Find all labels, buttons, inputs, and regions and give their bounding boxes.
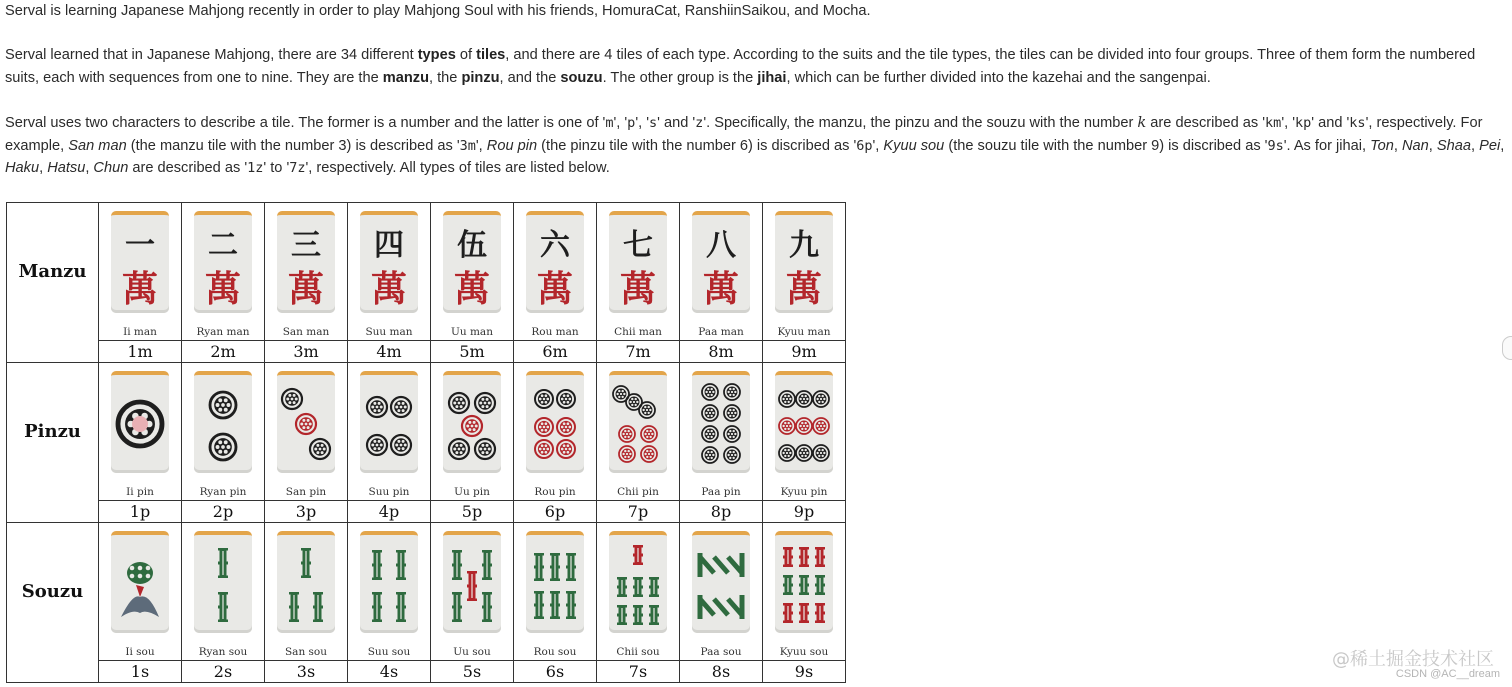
tile-image (526, 371, 584, 473)
tile-name: Suu man (365, 326, 413, 338)
tile-code: 7p (597, 501, 680, 523)
tile-cell (514, 363, 597, 501)
tile-code: 4p (348, 501, 431, 523)
tile-code: 3s (265, 661, 348, 683)
tile-code: 7m (597, 341, 680, 363)
tile-cell (99, 203, 182, 341)
svg-text:七: 七 (623, 228, 653, 263)
tile-name: Paa man (698, 326, 744, 338)
tile-name: Kyuu sou (779, 646, 829, 658)
tile-image (775, 211, 833, 313)
tile-image (194, 211, 252, 313)
watermark: @稀土掘金技术社区 (1332, 649, 1494, 670)
tile-image (692, 531, 750, 633)
tile-name: Chii man (614, 326, 662, 338)
svg-text:九: 九 (789, 228, 819, 263)
tile-cell (431, 203, 514, 341)
tile-image (277, 211, 335, 313)
tile-image (692, 371, 750, 473)
tile-cell (99, 363, 182, 501)
tile-cell (597, 363, 680, 501)
tile-image (609, 371, 667, 473)
tile-cell (597, 203, 680, 341)
tile-code: 9p (763, 501, 846, 523)
notation-paragraph: Serval uses two characters to describe a tile. The former is a number and the latter is one of 'm', 'p', 's' and 'z'. Specifically, the manzu, the pinzu and the souzu with the number k are described as 'km', 'kp' and 'ks', respectively. For example, San man (the manzu tile with the number 3) is described as '3m', Rou pin (the pinzu tile with the number 6) is discribed as '6p', Kyuu sou (the souzu tile with the number 9) is discribed as '9s'. As for jihai, Ton, Nan, Shaa, Pei, Haku, Hatsu, Chun are described as '1z' to '7z', respectively. All types of tiles are listed below. (5, 114, 1505, 177)
tile-name: Ryan sou (198, 646, 248, 658)
tile-image (609, 211, 667, 313)
tile-code: 9m (763, 341, 846, 363)
tile-image (775, 371, 833, 473)
tile-cell (348, 203, 431, 341)
tile-cell (99, 523, 182, 661)
tile-image (277, 531, 335, 633)
tile-name: Suu pin (368, 486, 410, 498)
tile-image (111, 531, 169, 633)
svg-text:八: 八 (706, 228, 736, 263)
tile-cell (763, 363, 846, 501)
tile-name: Rou man (531, 326, 579, 338)
tile-name: Kyuu pin (780, 486, 828, 498)
tile-name: Chii pin (617, 486, 659, 498)
tile-name: Chii sou (616, 646, 660, 658)
tile-name: Rou pin (534, 486, 576, 498)
tile-cell (265, 363, 348, 501)
tile-name: San sou (284, 646, 328, 658)
tile-image (443, 211, 501, 313)
tile-image (277, 371, 335, 473)
tile-name: San man (282, 326, 330, 338)
tile-name: Ryan pin (199, 486, 247, 498)
svg-text:萬: 萬 (121, 268, 159, 310)
tile-image (609, 531, 667, 633)
svg-text:伍: 伍 (457, 228, 487, 263)
tile-code: 6s (514, 661, 597, 683)
tile-cell (431, 523, 514, 661)
tile-cell (763, 523, 846, 661)
tile-name: Kyuu man (777, 326, 831, 338)
tile-code: 7s (597, 661, 680, 683)
tile-cell (680, 363, 763, 501)
tile-code: 1m (99, 341, 182, 363)
tile-cell (182, 363, 265, 501)
tile-code: 8p (680, 501, 763, 523)
tile-image (360, 211, 418, 313)
tile-image (360, 531, 418, 633)
tile-code: 3m (265, 341, 348, 363)
tile-code: 6p (514, 501, 597, 523)
tile-code: 4s (348, 661, 431, 683)
tile-name: San pin (285, 486, 327, 498)
tile-name: Paa pin (701, 486, 741, 498)
tile-cell (265, 523, 348, 661)
tile-image (194, 531, 252, 633)
tile-name: Ii sou (125, 646, 155, 658)
tile-code: 6m (514, 341, 597, 363)
tile-code: 8s (680, 661, 763, 683)
suit-name: Manzu (18, 260, 87, 282)
tile-cell (182, 523, 265, 661)
tile-code: 5s (431, 661, 514, 683)
svg-text:三: 三 (291, 228, 321, 263)
tile-name: Rou sou (533, 646, 577, 658)
svg-text:一: 一 (125, 228, 155, 263)
tile-image (443, 371, 501, 473)
tile-cell (182, 203, 265, 341)
svg-text:萬: 萬 (702, 268, 740, 310)
tile-code: 4m (348, 341, 431, 363)
types-paragraph: Serval learned that in Japanese Mahjong, there are 34 different types of tiles, and there are 4 tiles of each type. According to the suits and the tile types, the tiles can be divided into four groups. Three of them form the numbered suits, each with sequences from one to nine. They are the manzu, the pinzu, and the souzu. The other group is the jihai, which can be further divided into the kazehai and the sangenpai. (5, 47, 1476, 86)
svg-text:萬: 萬 (619, 268, 657, 310)
svg-text:萬: 萬 (287, 268, 325, 310)
svg-text:萬: 萬 (453, 268, 491, 310)
tile-cell (348, 523, 431, 661)
tile-code: 3p (265, 501, 348, 523)
tile-name: Ryan man (196, 326, 250, 338)
svg-text:四: 四 (374, 228, 404, 263)
tile-code: 1s (99, 661, 182, 683)
svg-text:萬: 萬 (536, 268, 574, 310)
suit-label (7, 363, 99, 523)
tile-name: Ii man (123, 326, 157, 338)
svg-text:萬: 萬 (370, 268, 408, 310)
tile-image (443, 531, 501, 633)
tile-image (775, 531, 833, 633)
tile-cell (680, 203, 763, 341)
tile-name: Suu sou (367, 646, 411, 658)
tile-name: Uu pin (454, 486, 490, 498)
tile-image (526, 211, 584, 313)
tile-table (6, 202, 846, 683)
watermark-small: CSDN @AC__dream (1395, 668, 1500, 680)
tile-code: 2s (182, 661, 265, 683)
tile-code: 1p (99, 501, 182, 523)
tile-image (526, 531, 584, 633)
tile-cell (763, 203, 846, 341)
tile-name: Ii pin (126, 486, 154, 498)
tile-image (692, 211, 750, 313)
suit-name: Pinzu (24, 420, 81, 442)
tile-cell (597, 523, 680, 661)
side-scroll-handle[interactable] (1502, 336, 1512, 360)
svg-text:萬: 萬 (204, 268, 242, 310)
suit-name: Souzu (21, 580, 84, 602)
tile-name: Paa sou (700, 646, 742, 658)
intro-paragraph: Serval is learning Japanese Mahjong recently in order to play Mahjong Soul with his friends, HomuraCat, RanshiinSaikou, and Mocha. (5, 3, 871, 19)
tile-code: 8m (680, 341, 763, 363)
tile-name: Uu sou (453, 646, 491, 658)
tile-cell (514, 523, 597, 661)
tile-code: 5m (431, 341, 514, 363)
svg-text:萬: 萬 (785, 268, 823, 310)
tile-code: 2p (182, 501, 265, 523)
tile-name: Uu man (451, 326, 493, 338)
tile-cell (348, 363, 431, 501)
tile-code: 9s (763, 661, 846, 683)
tile-image (194, 371, 252, 473)
tile-code: 5p (431, 501, 514, 523)
svg-text:二: 二 (208, 228, 238, 263)
tile-image (360, 371, 418, 473)
suit-label (7, 203, 99, 363)
svg-text:六: 六 (540, 228, 570, 263)
tile-cell (680, 523, 763, 661)
tile-cell (514, 203, 597, 341)
tile-cell (265, 203, 348, 341)
suit-label (7, 523, 99, 683)
tile-image (111, 371, 169, 473)
tile-image (111, 211, 169, 313)
tile-cell (431, 363, 514, 501)
tile-code: 2m (182, 341, 265, 363)
